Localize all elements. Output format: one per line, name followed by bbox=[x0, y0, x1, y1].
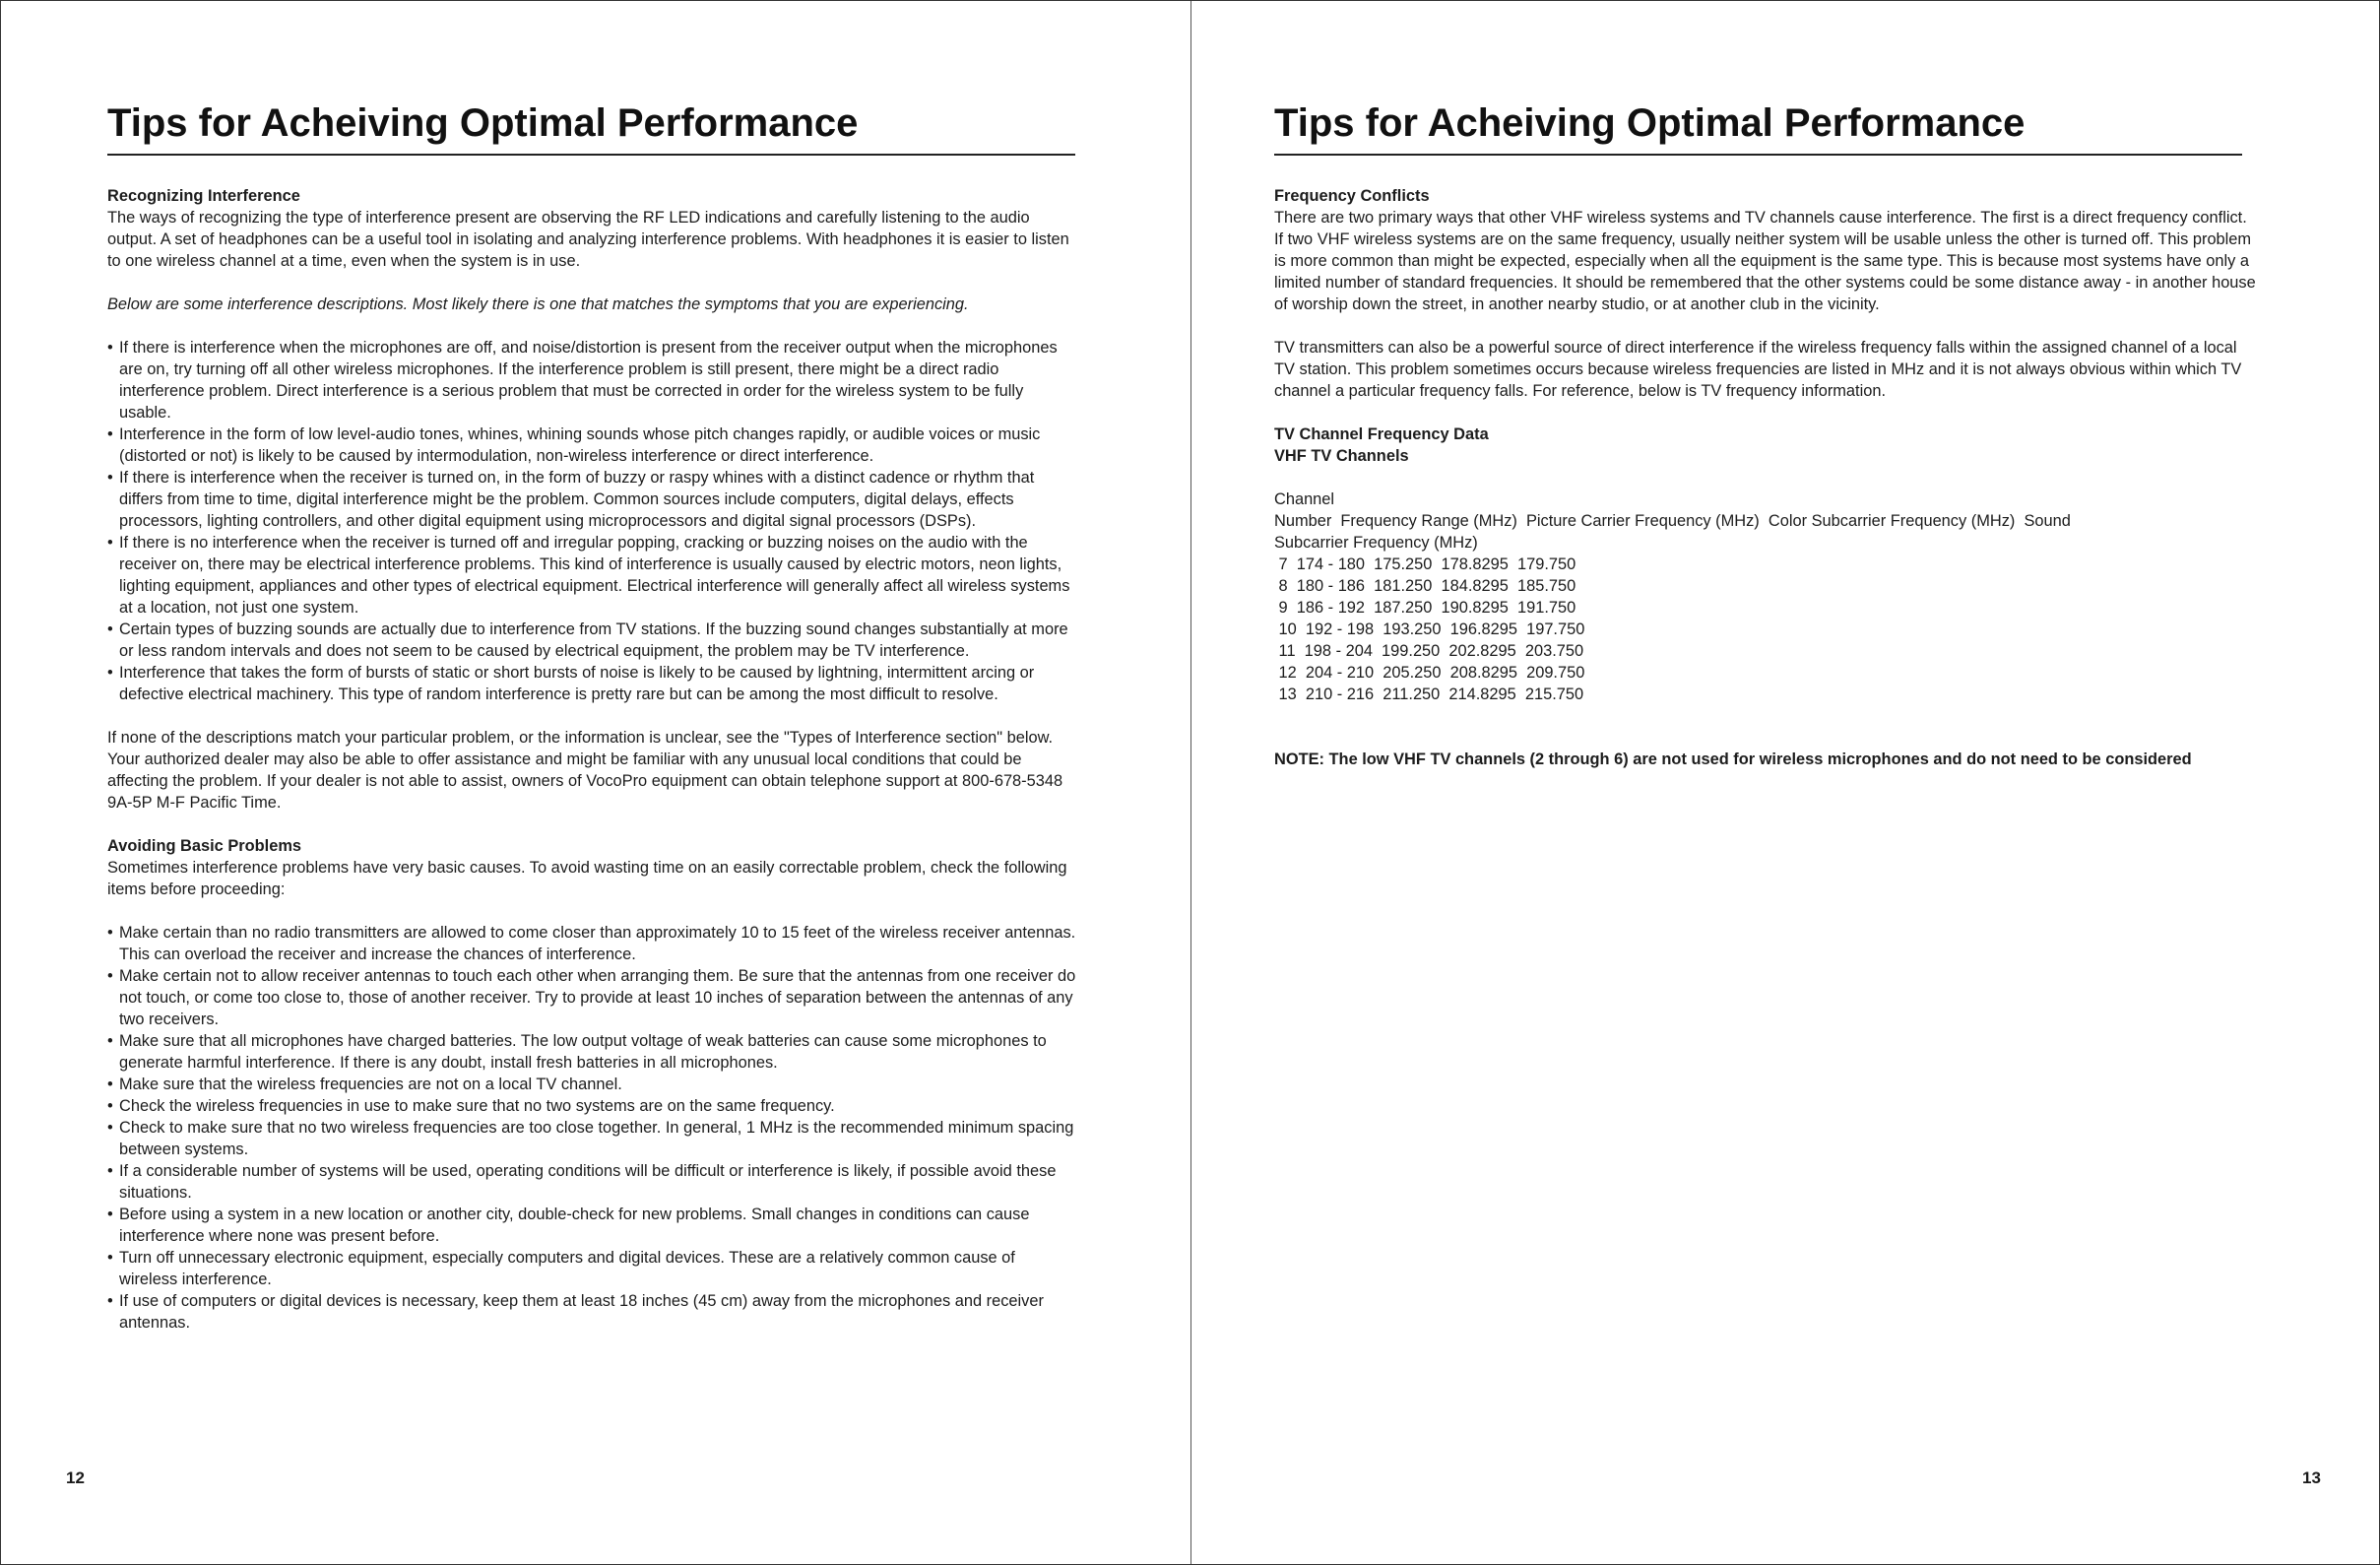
list-item: • Make sure that all microphones have charged batteries. The low output voltage of weak batteries can cause some microphones to generate harmful interference. If there is any doubt, install fresh batteries in all microphones. bbox=[107, 1030, 1077, 1074]
section-heading-frequency-conflicts: Frequency Conflicts bbox=[1274, 187, 1430, 205]
title-rule bbox=[1274, 154, 2242, 156]
tv-transmitters-paragraph: TV transmitters can also be a powerful source of direct interference if the wireless frequency falls within the assigned channel of a local TV station. This problem sometimes occurs because wireless frequencies are listed in MHz and it is not always obvious within which TV channel a particular frequency falls. For reference, below is TV frequency information. bbox=[1274, 339, 2242, 400]
table-header-line: Subcarrier Frequency (MHz) bbox=[1274, 534, 1478, 552]
recognizing-intro: The ways of recognizing the type of interference present are observing the RF LED indications and carefully listening to the audio output. A set of headphones can be a useful tool in isolating and analyzing interference problems. With headphones it is easier to listen to one wireless channel at a time, even when the system is in use. bbox=[107, 209, 1069, 270]
page-number: 12 bbox=[66, 1468, 85, 1487]
list-item: • Make certain not to allow receiver antennas to touch each other when arranging them. Be sure that the antennas from one receiver do not touch, or come too close to, those of another receiver. Try to provide at least 10 inches of separation between the antennas of any two receivers. bbox=[107, 965, 1077, 1030]
right-page bbox=[1191, 1, 2379, 1564]
frequency-conflicts-paragraph: There are two primary ways that other VHF wireless systems and TV channels cause interference. The first is a direct frequency conflict. If two VHF wireless systems are on the same frequency, usually neither system will be usable unless the other is turned off. This problem is more common than might be expected, especially when all the equipment is the same type. This is because most systems have only a limited number of standard frequencies. It should be remembered that the other systems could be some distance away - in another house of worship down the street, in another nearby studio, or at another club in the vicinity. bbox=[1274, 209, 2256, 313]
list-item: • Check to make sure that no two wireless frequencies are too close together. In general, 1 MHz is the recommended minimum spacing between systems. bbox=[107, 1117, 1077, 1160]
frequency-table bbox=[1274, 489, 2259, 705]
list-item: • If use of computers or digital devices is necessary, keep them at least 18 inches (45 cm) away from the microphones and receiver antennas. bbox=[107, 1290, 1077, 1334]
section-heading-recognizing: Recognizing Interference bbox=[107, 187, 300, 205]
support-paragraph: If none of the descriptions match your particular problem, or the information is unclear, see the "Types of Interference section" below. Your authorized dealer may also be able to offer assistance and might be familiar with any unusual local conditions that could be affecting the problem. If your dealer is not able to assist, owners of VocoPro equipment can obtain telephone support at 800-678-5348 9A-5P M-F Pacific Time. bbox=[107, 729, 1063, 812]
list-item: • Make sure that the wireless frequencies are not on a local TV channel. bbox=[107, 1074, 1077, 1095]
list-item: • Certain types of buzzing sounds are actually due to interference from TV stations. If the buzzing sound changes substantially at more or less random intervals and does not seem to be caused by electrical equipment, the problem may be TV interference. bbox=[107, 619, 1077, 662]
table-subheading: VHF TV Channels bbox=[1274, 447, 1409, 465]
right-content bbox=[1274, 185, 2259, 770]
list-item: • Interference that takes the form of bursts of static or short bursts of noise is likely to be caused by lightning, intermittent arcing or defective electrical machinery. This type of random interference is pretty rare but can be among the most difficult to resolve. bbox=[107, 662, 1077, 705]
table-row: 13 210 - 216 211.250 214.8295 215.750 bbox=[1274, 685, 1584, 703]
checklist bbox=[107, 922, 1077, 1334]
table-row: 7 174 - 180 175.250 178.8295 179.750 bbox=[1274, 555, 1576, 573]
list-item: • Interference in the form of low level-audio tones, whines, whining sounds whose pitch changes rapidly, or audible voices or music (distorted or not) is likely to be caused by intermodulation, non-wireless interference or direct interference. bbox=[107, 424, 1077, 467]
table-row: 12 204 - 210 205.250 208.8295 209.750 bbox=[1274, 664, 1585, 682]
list-item: • Make certain than no radio transmitters are allowed to come closer than approximately 10 to 15 feet of the wireless receiver antennas. This can overload the receiver and increase the chances of interference. bbox=[107, 922, 1077, 965]
low-vhf-note: NOTE: The low VHF TV channels (2 through 6) are not used for wireless microphones and do not need to be considered bbox=[1274, 750, 2192, 768]
section-heading-avoiding: Avoiding Basic Problems bbox=[107, 837, 302, 855]
table-header-line: Channel bbox=[1274, 490, 1335, 508]
list-item: • Check the wireless frequencies in use to make sure that no two systems are on the same frequency. bbox=[107, 1095, 1077, 1117]
list-item: • If a considerable number of systems will be used, operating conditions will be difficult or interference is likely, if possible avoid these situations. bbox=[107, 1160, 1077, 1204]
avoiding-intro: Sometimes interference problems have very basic causes. To avoid wasting time on an easily correctable problem, check the following items before proceeding: bbox=[107, 859, 1067, 898]
table-row: 9 186 - 192 187.250 190.8295 191.750 bbox=[1274, 599, 1576, 617]
table-row: 11 198 - 204 199.250 202.8295 203.750 bbox=[1274, 642, 1584, 660]
interference-descriptions-note: Below are some interference descriptions. Most likely there is one that matches the symptoms that you are experiencing. bbox=[107, 295, 969, 313]
interference-list bbox=[107, 337, 1077, 705]
page-number: 13 bbox=[2302, 1468, 2321, 1487]
title-rule bbox=[107, 154, 1075, 156]
table-row: 10 192 - 198 193.250 196.8295 197.750 bbox=[1274, 620, 1585, 638]
list-item: • If there is no interference when the receiver is turned off and irregular popping, cracking or buzzing noises on the audio with the receiver on, there may be electrical interference problems. This kind of interference is usually caused by electric motors, neon lights, lighting equipment, appliances and other types of electrical equipment. Electrical interference will generally affect all wireless systems at a location, not just one system. bbox=[107, 532, 1077, 619]
page-title: Tips for Acheiving Optimal Performance bbox=[1274, 101, 2026, 145]
list-item: • Before using a system in a new location or another city, double-check for new problems. Small changes in conditions can cause interference where none was present before. bbox=[107, 1204, 1077, 1247]
table-header-line: Number Frequency Range (MHz) Picture Carrier Frequency (MHz) Color Subcarrier Frequency (MHz) Sound bbox=[1274, 512, 2071, 530]
list-item: • If there is interference when the microphones are off, and noise/distortion is present from the receiver output when the microphones are on, try turning off all other wireless microphones. If the interference problem is still present, there might be a direct radio interference problem. Direct interference is a serious problem that must be corrected in order for the wireless system to be fully usable. bbox=[107, 337, 1077, 424]
page-title: Tips for Acheiving Optimal Performance bbox=[107, 101, 859, 145]
table-heading: TV Channel Frequency Data bbox=[1274, 425, 1489, 443]
left-page bbox=[1, 1, 1190, 1564]
list-item: • If there is interference when the receiver is turned on, in the form of buzzy or raspy whines with a distinct cadence or rhythm that differs from time to time, digital interference might be the problem. Common sources include computers, digital delays, effects processors, lighting controllers, and other digital equipment using microprocessors and digital signal processors (DSPs). bbox=[107, 467, 1077, 532]
left-content bbox=[107, 185, 1077, 1334]
table-row: 8 180 - 186 181.250 184.8295 185.750 bbox=[1274, 577, 1576, 595]
list-item: • Turn off unnecessary electronic equipment, especially computers and digital devices. These are a relatively common cause of wireless interference. bbox=[107, 1247, 1077, 1290]
